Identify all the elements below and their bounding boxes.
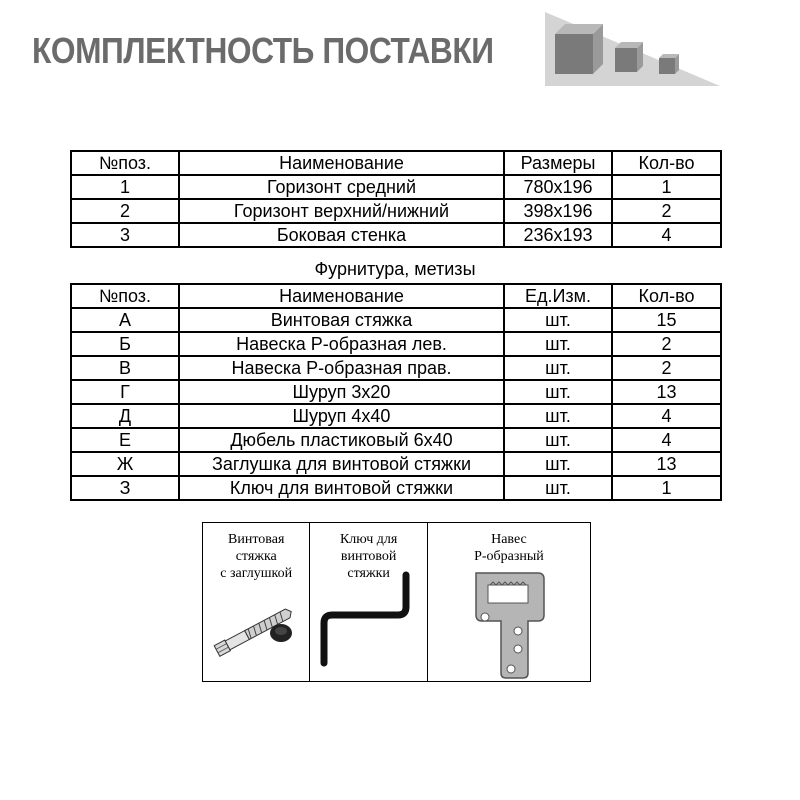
table-row [71,223,721,247]
table-row [71,428,721,452]
table-row [71,452,721,476]
table-row [71,175,721,199]
header-cell: Ед.Изм. [504,284,612,308]
illustration-p-hanger [428,523,590,681]
cell-qty: 2 [612,356,721,380]
header-cell: Размеры [504,151,612,175]
cell-position: Б [71,332,179,356]
cell-name: Ключ для винтовой стяжки [179,476,504,500]
cell-position: А [71,308,179,332]
cell-unit: шт. [504,476,612,500]
illustration-caption: Ключ для винтовой стяжки [339,532,398,581]
header-cell: Наименование [179,151,504,175]
cell-position: 3 [71,223,179,247]
cell-qty: 4 [612,223,721,247]
table-row [71,308,721,332]
table-row [71,380,721,404]
hardware-table [70,283,722,501]
cell-unit: шт. [504,380,612,404]
cell-size: 780х196 [504,175,612,199]
cell-qty: 4 [612,404,721,428]
page-title: КОМПЛЕКТНОСТЬ ПОСТАВКИ [32,30,494,71]
cell-name: Винтовая стяжка [179,308,504,332]
cell-name: Навеска Р-образная лев. [179,332,504,356]
cell-name: Боковая стенка [179,223,504,247]
illustration-screw-tie [203,523,310,681]
hardware-section-title: Фурнитура, метизы [314,259,476,279]
cell-unit: шт. [504,308,612,332]
cell-size: 398х196 [504,199,612,223]
cell-name: Горизонт средний [179,175,504,199]
header-cell: №поз. [71,284,179,308]
table-row [71,199,721,223]
table-header-row [71,284,721,308]
cell-unit: шт. [504,428,612,452]
cell-position: Г [71,380,179,404]
cell-position: Е [71,428,179,452]
header-cell: Кол-во [612,151,721,175]
cell-size: 236х193 [504,223,612,247]
cell-name: Шуруп 3х20 [179,380,504,404]
cell-position: З [71,476,179,500]
cell-unit: шт. [504,332,612,356]
table-header-row [71,151,721,175]
cell-name: Заглушка для винтовой стяжки [179,452,504,476]
cell-name: Навеска Р-образная прав. [179,356,504,380]
cell-qty: 2 [612,199,721,223]
cell-unit: шт. [504,452,612,476]
cell-position: Ж [71,452,179,476]
cell-position: 1 [71,175,179,199]
cell-qty: 13 [612,380,721,404]
cell-position: Д [71,404,179,428]
hex-key-icon [310,523,427,681]
cell-qty: 15 [612,308,721,332]
cell-qty: 4 [612,428,721,452]
illustration-caption: Винтовая стяжка с заглушкой [220,532,293,581]
table-row [71,476,721,500]
cell-qty: 2 [612,332,721,356]
cubes-logo-icon [545,12,720,86]
cell-qty: 1 [612,476,721,500]
parts-table [70,150,722,248]
table-row [71,356,721,380]
illustration-caption: Навес Р-образный [474,532,544,564]
cell-name: Горизонт верхний/нижний [179,199,504,223]
cell-position: В [71,356,179,380]
header-cell: Кол-во [612,284,721,308]
cell-qty: 1 [612,175,721,199]
p-hanger-icon [428,523,591,681]
illustrations-panel [202,522,591,682]
table-row [71,404,721,428]
header-cell: Наименование [179,284,504,308]
screw-tie-icon [203,523,310,681]
illustration-hex-key [310,523,427,681]
table-row [71,332,721,356]
cell-position: 2 [71,199,179,223]
cell-unit: шт. [504,356,612,380]
cell-qty: 13 [612,452,721,476]
header-cell: №поз. [71,151,179,175]
cell-unit: шт. [504,404,612,428]
cell-name: Дюбель пластиковый 6х40 [179,428,504,452]
cell-name: Шуруп 4х40 [179,404,504,428]
